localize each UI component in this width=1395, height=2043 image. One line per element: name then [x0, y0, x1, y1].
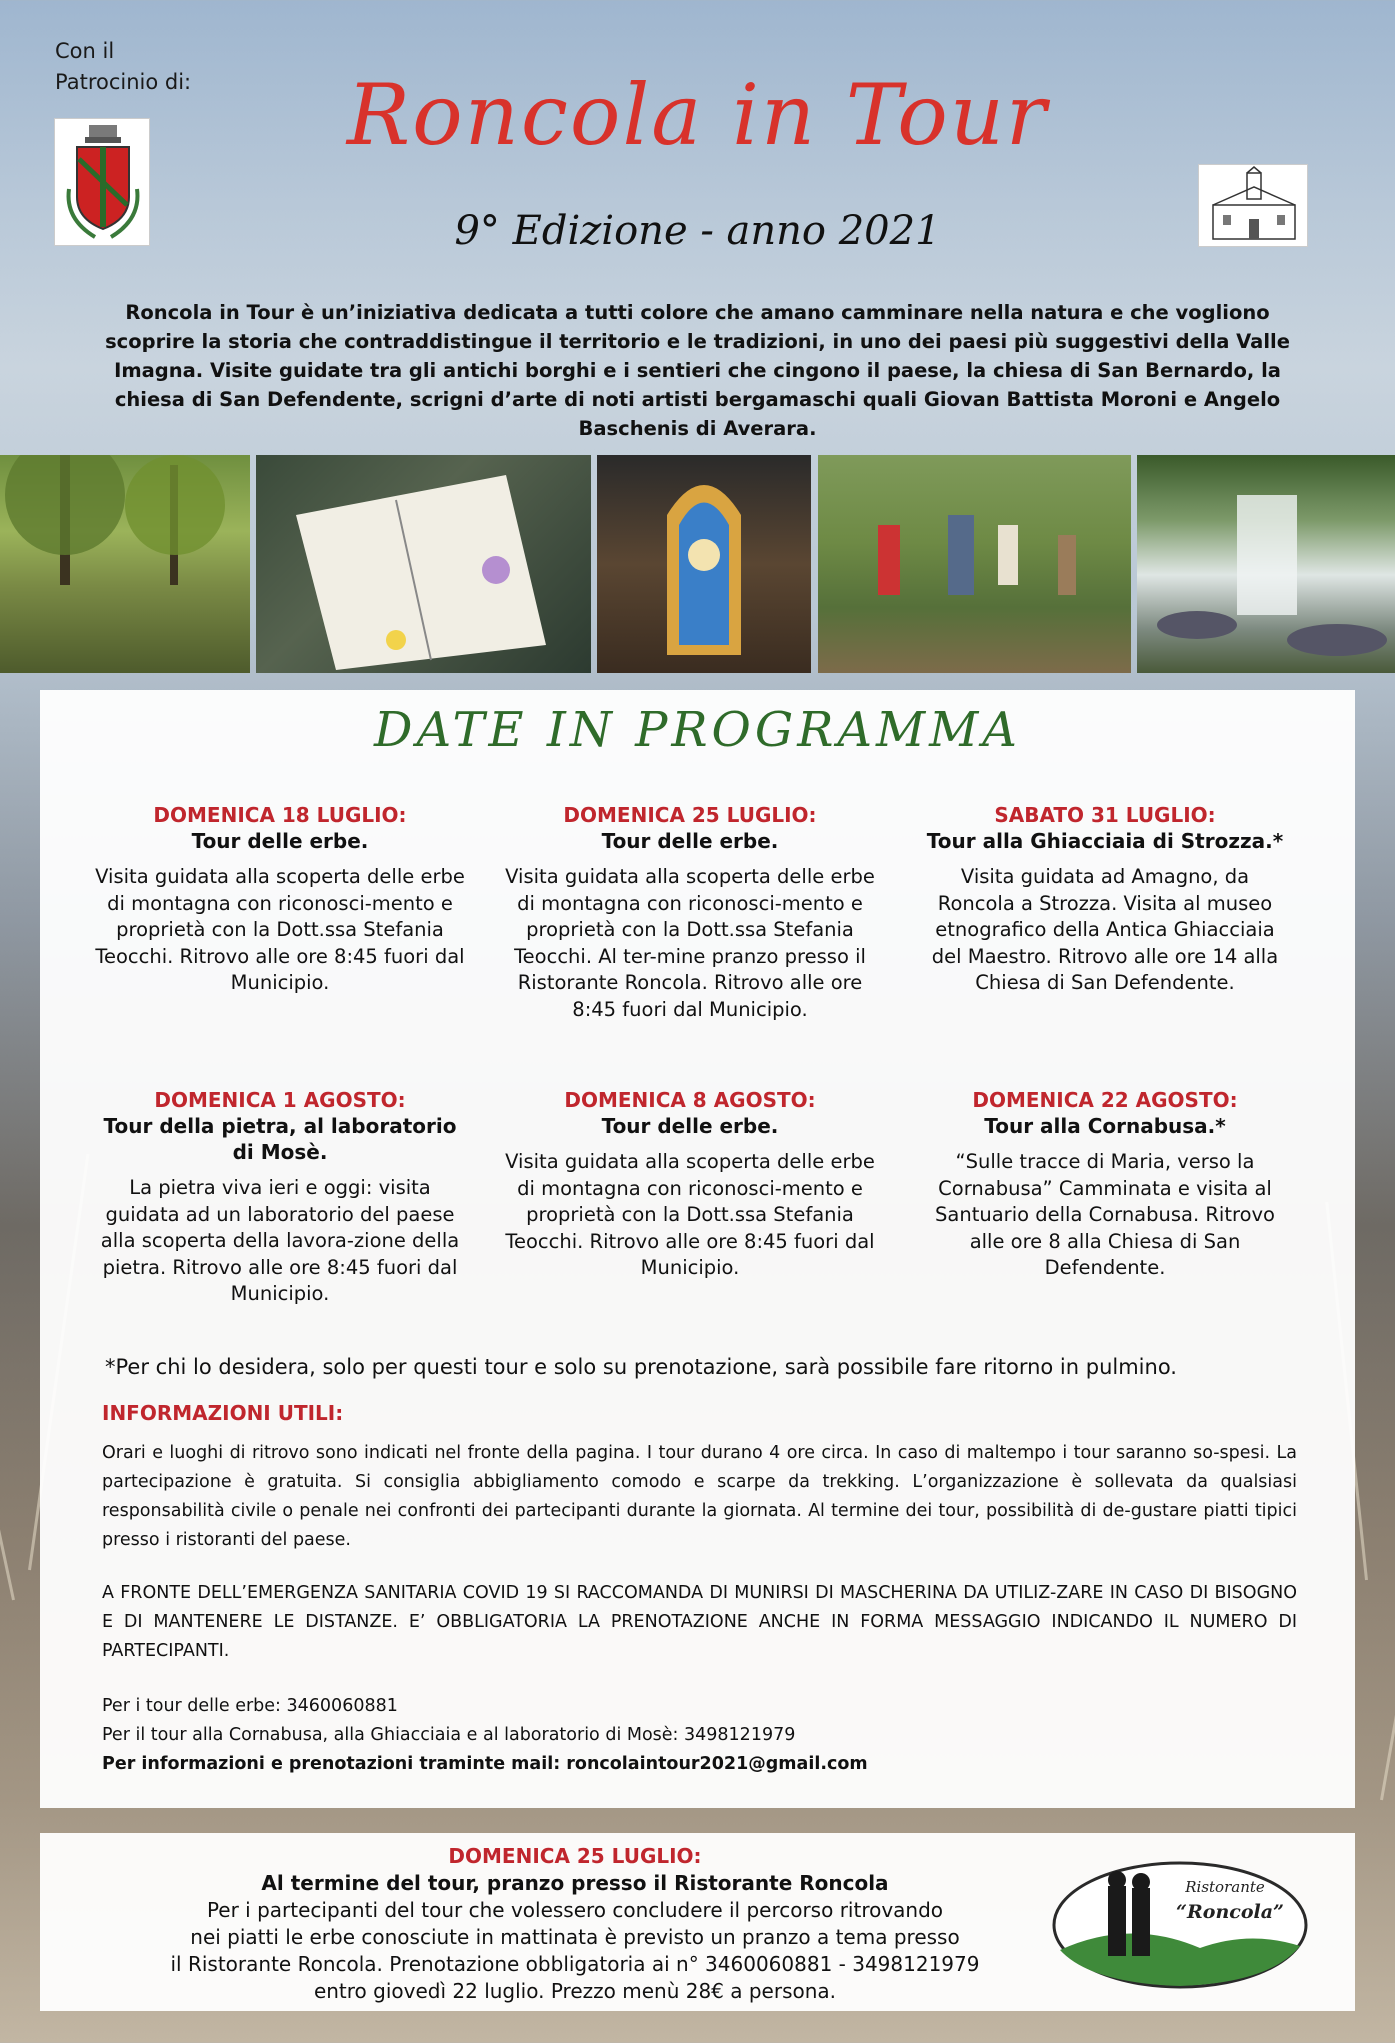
event-name: Tour delle erbe. — [601, 1114, 779, 1138]
intro-paragraph: Roncola in Tour è un’iniziativa dedicata a tutti colore che amano camminare nella natura e che vogliono scoprire la storia che contraddistingue il territorio e le tradizioni, in uno dei paesi più suggestivi della Valle Imagna. Visite guidate tra gli antichi borghi e i sentieri che cingono il paese, la chiesa di San Bernardo, la chiesa di San Defendente, scrigni d’arte di noti artisti bergamaschi quali Giovan Battista Moroni e Angelo Baschenis di Averara. — [105, 301, 1290, 440]
hikers-photo — [818, 455, 1131, 673]
event-date: DOMENICA 22 AGOSTO: — [972, 1088, 1238, 1112]
patronage-line-2: Patrocinio di: — [55, 70, 192, 94]
lunch-line: il Ristorante Roncola. Prenotazione obbligatoria ai n° 3460060881 - 3498121979 — [170, 1952, 980, 1976]
event-date: SABATO 31 LUGLIO: — [994, 803, 1216, 827]
restaurant-logo — [1050, 1858, 1310, 1992]
event-date: DOMENICA 8 AGOSTO: — [564, 1088, 816, 1112]
shrine-photo — [597, 455, 811, 673]
logo-text-line-1: Ristorante — [1185, 1878, 1265, 1896]
notebook-photo — [256, 455, 591, 673]
lunch-text — [60, 1843, 1090, 2005]
meadow-photo — [0, 455, 250, 673]
email-contact[interactable]: Per informazioni e prenotazioni traminte mail: roncolaintour2021@gmail.com — [102, 1754, 868, 1774]
event-card — [920, 1087, 1290, 1282]
event-description: La pietra viva ieri e oggi: visita guidata ad un laboratorio del paese alla scoperta della lavora-zione della pietra. Ritrovo alle ore 8:45 fuori dal Municipio. — [100, 1176, 460, 1305]
event-name: Tour alla Cornabusa.* — [984, 1114, 1226, 1138]
lunch-line: nei piatti le erbe conosciute in mattinata è previsto un pranzo a tema presso — [190, 1925, 960, 1949]
event-card — [95, 802, 465, 997]
photo-strip — [0, 455, 1395, 673]
grass-decoration — [1380, 1504, 1395, 1800]
info-paragraph: Orari e luoghi di ritrovo sono indicati nel fronte della pagina. I tour durano 4 ore circa. In caso di maltempo i tour saranno so-spesi. La partecipazione è gratuita. Si consiglia abbigliamento comodo e scarpe da trekking. L’organizzazione è sollevata da qualsiasi responsabilità civile o penale nei confronti dei partecipanti durante la giornata. Al termine dei tour, possibilità di de-gustare piatti tipici presso i ristoranti del paese. — [102, 1443, 1297, 1550]
shuttle-note: *Per chi lo desidera, solo per questi tour e solo su prenotazione, sarà possibile fare ritorno in pulmino. — [105, 1355, 1177, 1379]
waterfall-photo — [1137, 455, 1395, 673]
event-date: DOMENICA 18 LUGLIO: — [153, 803, 407, 827]
lunch-line: entro giovedì 22 luglio. Prezzo menù 28€ a persona. — [313, 1979, 837, 2003]
event-description: “Sulle tracce di Maria, verso la Cornabusa” Camminata e visita al Santuario della Cornabusa. Ritrovo alle ore 8 alla Chiesa di San Defendente. — [935, 1150, 1275, 1279]
event-date: DOMENICA 1 AGOSTO: — [154, 1088, 406, 1112]
program-title: DATE IN PROGRAMMA — [374, 702, 1021, 758]
event-name: Tour delle erbe. — [191, 829, 369, 853]
patronage-line-1: Con il — [55, 39, 115, 63]
contacts-block — [102, 1692, 868, 1779]
event-date: DOMENICA 25 LUGLIO: — [563, 803, 817, 827]
lunch-line: Per i partecipanti del tour che volessero concludere il percorso ritrovando — [206, 1898, 944, 1922]
lunch-subtitle: Al termine del tour, pranzo presso il Ristorante Roncola — [261, 1871, 889, 1895]
church-drawing-icon — [1198, 164, 1308, 247]
event-description: Visita guidata alla scoperta delle erbe di montagna con riconosci-mento e proprietà con la Dott.ssa Stefania Teocchi. Al ter-mine pranzo presso il Ristorante Roncola. Ritrovo alle ore 8:45 fuori dal Municipio. — [505, 865, 875, 1021]
event-description: Visita guidata alla scoperta delle erbe di montagna con riconosci-mento e proprietà con la Dott.ssa Stefania Teocchi. Ritrovo alle ore 8:45 fuori dal Municipio. — [505, 1150, 875, 1279]
event-card — [505, 802, 875, 1023]
event-card — [505, 1087, 875, 1282]
lunch-date: DOMENICA 25 LUGLIO: — [448, 1844, 702, 1868]
event-card — [95, 1087, 465, 1308]
covid-notice: A FRONTE DELL’EMERGENZA SANITARIA COVID 19 SI RACCOMANDA DI MUNIRSI DI MASCHERINA DA UTILIZ-ZARE IN CASO DI BISOGNO E DI MANTENERE LE DISTANZE. E’ OBBLIGATORIA LA PRENOTAZIONE ANCHE IN FORMA MESSAGGIO INDICANDO IL NUMERO DI PARTECIPANTI. — [102, 1583, 1297, 1661]
event-name: Tour della pietra, al laboratorio di Mosè. — [103, 1114, 457, 1164]
info-heading: INFORMAZIONI UTILI: — [102, 1401, 344, 1425]
event-description: Visita guidata ad Amagno, da Roncola a Strozza. Visita al museo etnografico della Antica Ghiacciaia del Maestro. Ritrovo alle ore 14 alla Chiesa di San Defendente. — [931, 865, 1279, 994]
phone-herbs: Per i tour delle erbe: 3460060881 — [102, 1696, 398, 1716]
logo-text-line-2: “Roncola” — [1176, 1901, 1284, 1923]
event-name: Tour alla Ghiacciaia di Strozza.* — [926, 829, 1284, 853]
page-title: Roncola in Tour — [346, 66, 1049, 164]
edition-subtitle: 9° Edizione - anno 2021 — [454, 208, 941, 254]
event-card — [920, 802, 1290, 997]
event-name: Tour delle erbe. — [601, 829, 779, 853]
grass-decoration — [0, 1306, 15, 1600]
event-description: Visita guidata alla scoperta delle erbe di montagna con riconosci-mento e proprietà con la Dott.ssa Stefania Teocchi. Ritrovo alle ore 8:45 fuori dal Municipio. — [95, 865, 465, 994]
phone-other: Per il tour alla Cornabusa, alla Ghiacciaia e al laboratorio di Mosè: 3498121979 — [102, 1725, 796, 1745]
